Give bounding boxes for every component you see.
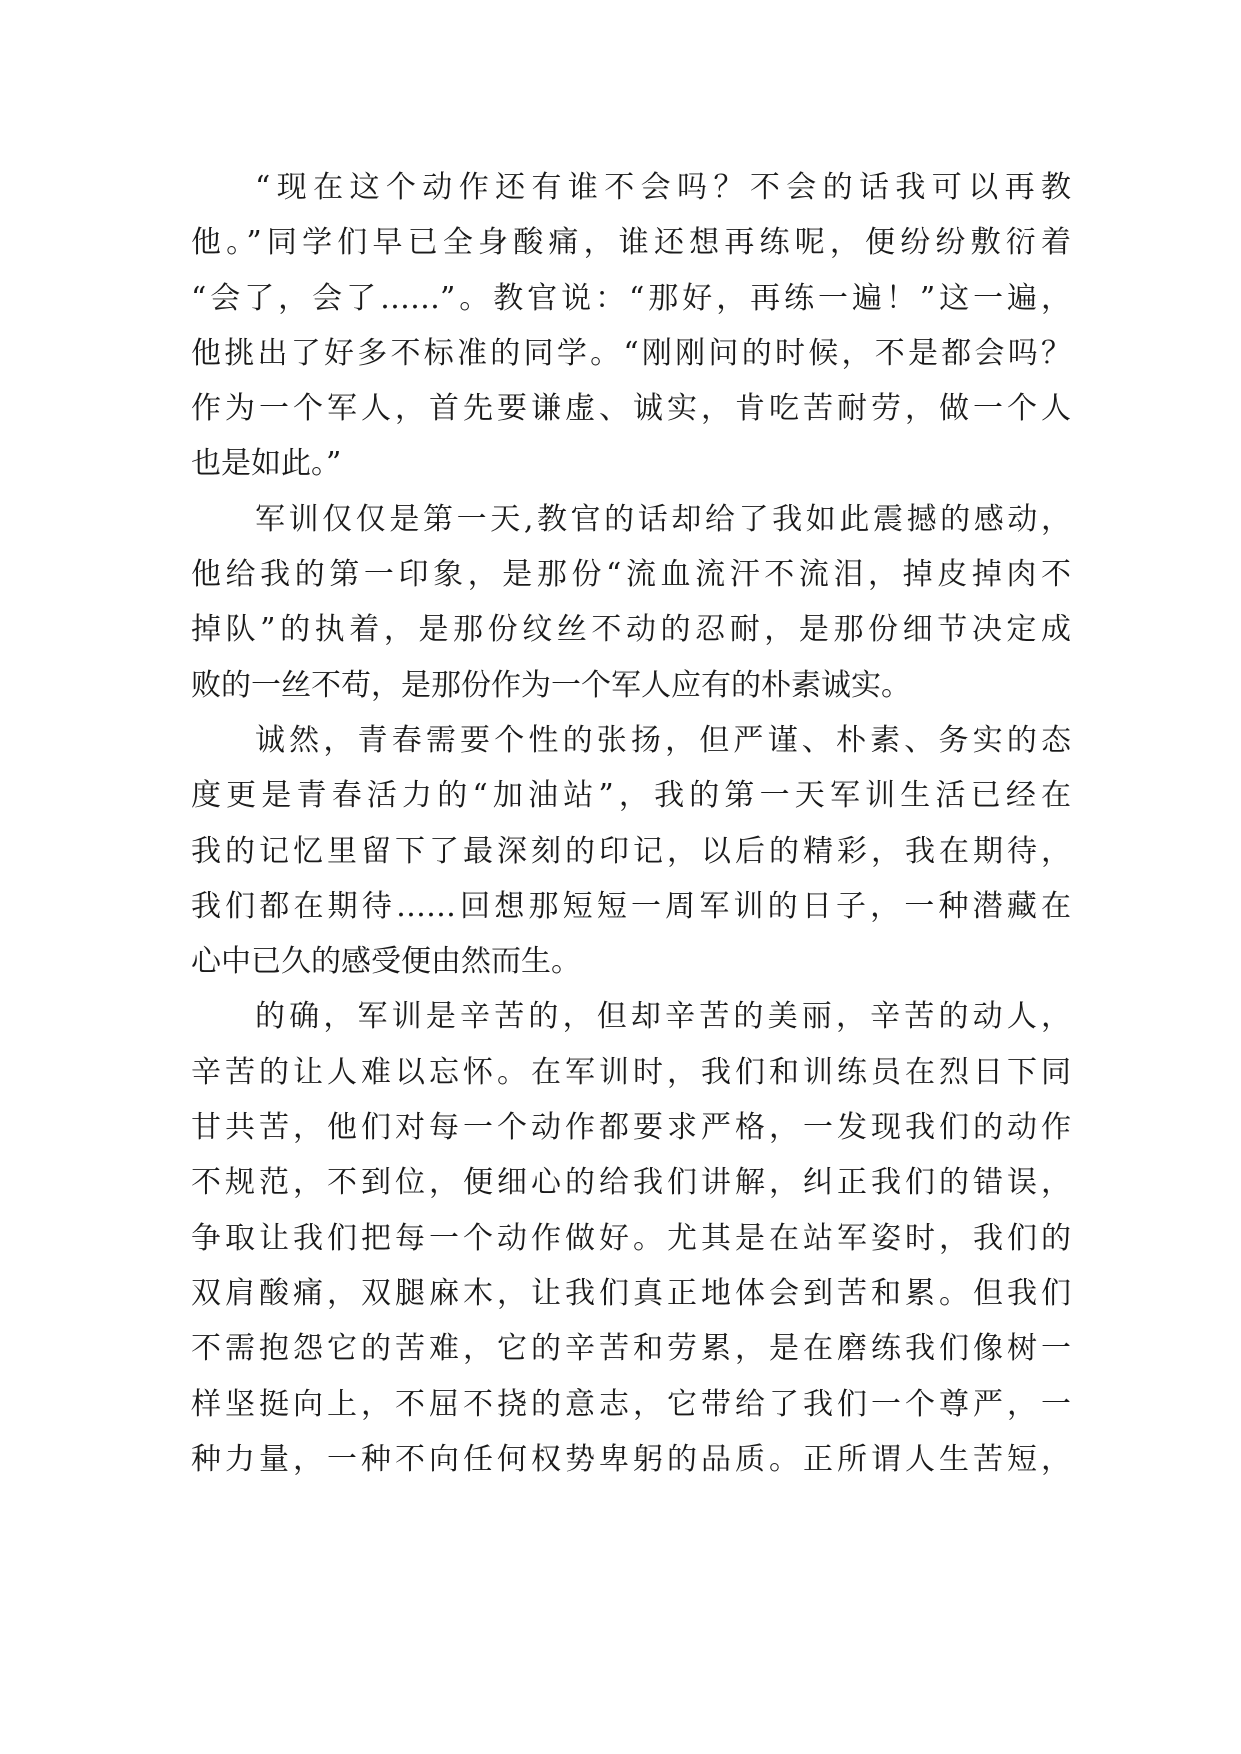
text-line: 的确，军训是辛苦的，但却辛苦的美丽，辛苦的动人， — [255, 999, 1071, 1035]
text-line: 争取让我们把每一个动作做好。尤其是在站军姿时，我们的 — [191, 1220, 1071, 1256]
text-line: 他给我的第一印象，是那份“流血流汗不流泪，掉皮掉肉不 — [191, 557, 1071, 593]
text-line: 心中已久的感受便由然而生。 — [191, 944, 581, 980]
text-line: “现在这个动作还有谁不会吗？不会的话我可以再教 — [255, 170, 1071, 205]
paragraph-1 — [191, 160, 1071, 492]
text-line: 掉队”的执着，是那份纹丝不动的忍耐，是那份细节决定成 — [191, 612, 1071, 648]
text-line: 诚然，青春需要个性的张扬，但严谨、朴素、务实的态 — [255, 722, 1071, 758]
text-line: 不规范，不到位，便细心的给我们讲解，纠正我们的错误， — [191, 1165, 1071, 1201]
text-line: 他挑出了好多不标准的同学。“刚刚问的时候，不是都会吗？ — [191, 335, 1071, 371]
text-line: 双肩酸痛，双腿麻木，让我们真正地体会到苦和累。但我们 — [191, 1275, 1071, 1311]
paragraph-3 — [191, 713, 1071, 989]
text-line: 度更是青春活力的“加油站”，我的第一天军训生活已经在 — [191, 778, 1071, 814]
text-line: 种力量，一种不向任何权势卑躬的品质。正所谓人生苦短， — [191, 1441, 1071, 1477]
document-body — [191, 160, 1071, 1487]
text-line: 不需抱怨它的苦难，它的辛苦和劳累，是在磨练我们像树一 — [191, 1331, 1071, 1367]
text-line: 败的一丝不苟，是那份作为一个军人应有的朴素诚实。 — [191, 667, 911, 703]
paragraph-2 — [191, 492, 1071, 713]
text-line: 样坚挺向上，不屈不挠的意志，它带给了我们一个尊严，一 — [191, 1386, 1071, 1422]
text-line: 我的记忆里留下了最深刻的印记，以后的精彩，我在期待， — [191, 833, 1071, 869]
text-line: 甘共苦，他们对每一个动作都要求严格，一发现我们的动作 — [191, 1110, 1071, 1146]
text-line: 辛苦的让人难以忘怀。在军训时，我们和训练员在烈日下同 — [191, 1054, 1071, 1090]
text-line: 作为一个军人，首先要谦虚、诚实，肯吃苦耐劳，做一个人 — [191, 391, 1071, 427]
text-line: 军训仅仅是第一天,教官的话却给了我如此震撼的感动， — [255, 501, 1071, 537]
text-line: “会了，会了……”。教官说：“那好，再练一遍！”这一遍， — [191, 280, 1071, 316]
paragraph-4 — [191, 989, 1071, 1487]
text-line: 我们都在期待……回想那短短一周军训的日子，一种潜藏在 — [191, 888, 1071, 924]
text-line: 他。”同学们早已全身酸痛，谁还想再练呢，便纷纷敷衍着 — [191, 225, 1071, 261]
text-line: 也是如此。” — [191, 446, 342, 482]
